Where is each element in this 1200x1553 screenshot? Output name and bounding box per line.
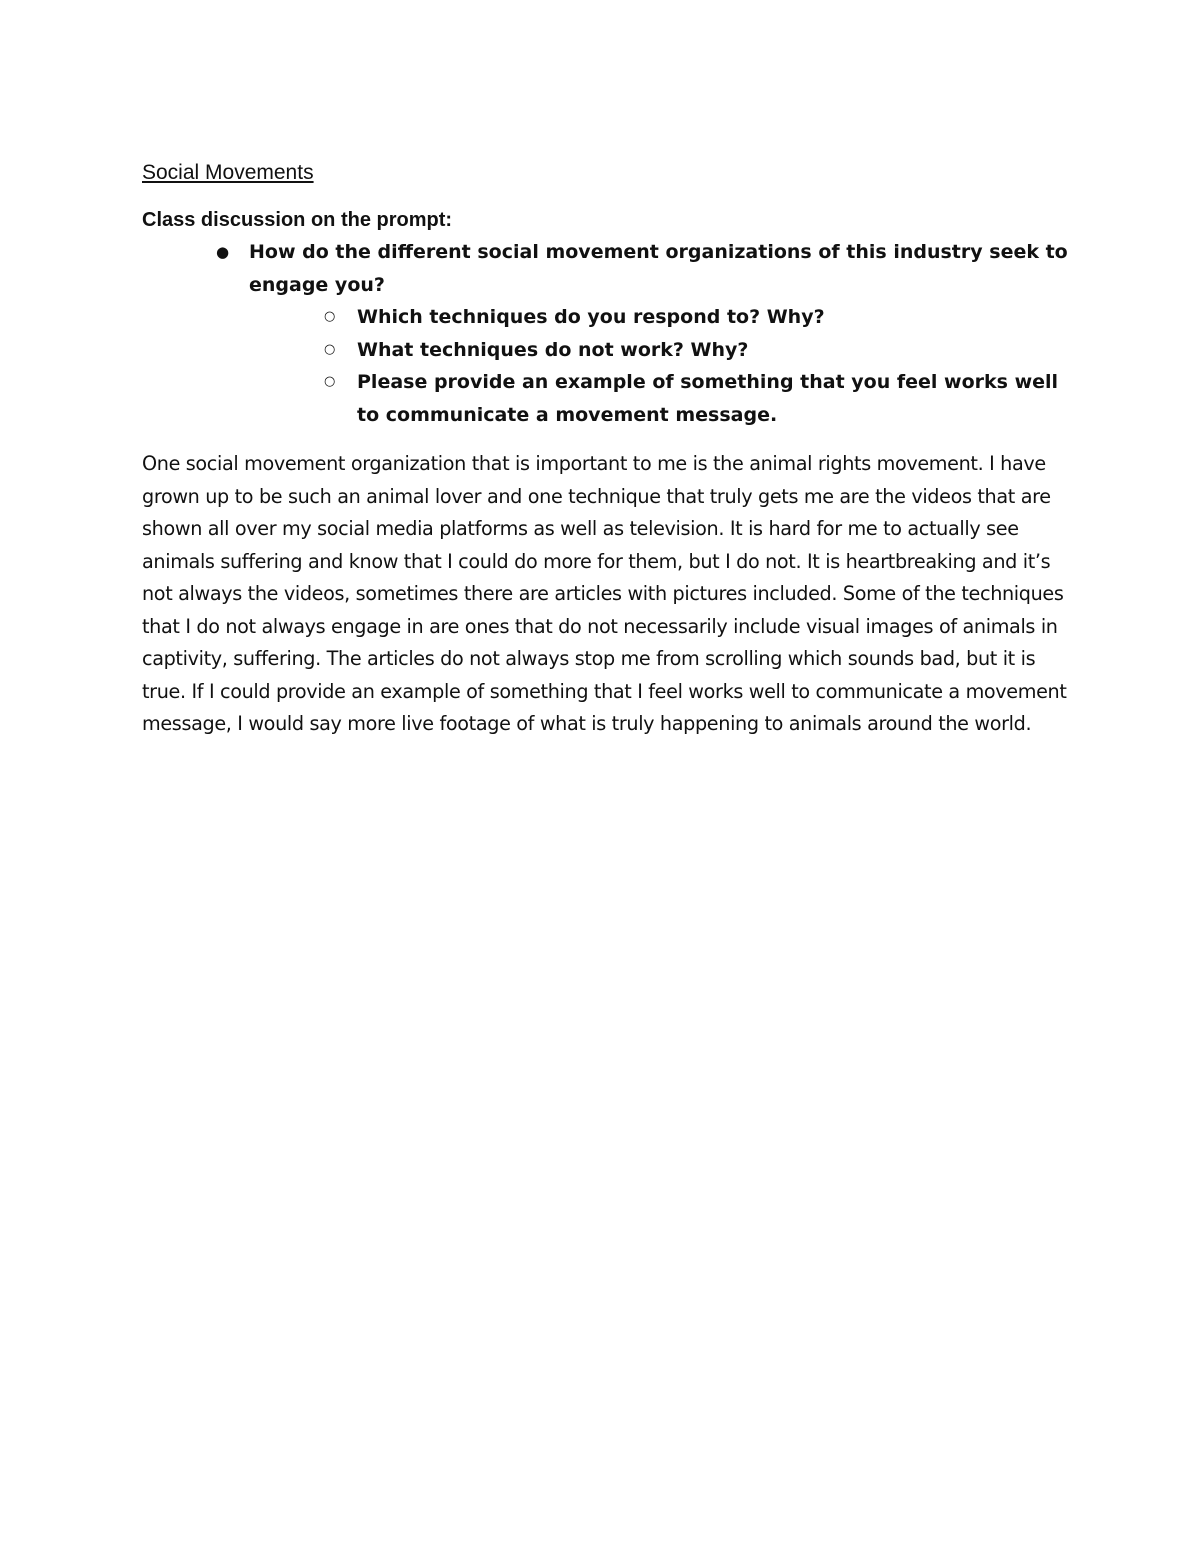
hollow-circle-icon: ○ [324, 374, 336, 389]
document-title: Social Movements [142, 161, 314, 184]
sub-question [142, 334, 1072, 367]
hollow-circle-icon: ○ [324, 309, 336, 324]
response-paragraph: One social movement organization that is important to me is the animal rights movement. I have grown up to be such an animal lover and one technique that truly gets me are the videos that are shown all over my social media platforms as well as television. It is hard for me to actually see animals suffering and know that I could do more for them, but I do not. It is heartbreaking and it’s not always the videos, sometimes there are articles with pictures included. Some of the techniques that I do not always engage in are ones that do not necessarily include visual images of animals in captivity, suffering. The articles do not always stop me from scrolling which sounds bad, but it is true. If I could provide an example of something that I feel works well to communicate a movement message, I would say more live footage of what is truly happening to animals around the world. [142, 452, 1067, 735]
sub-question-text: Which techniques do you respond to? Why? [357, 306, 825, 328]
sub-question-list [142, 301, 1072, 431]
sub-question-text: What techniques do not work? Why? [357, 338, 749, 361]
bullet-dot-icon: ● [216, 243, 230, 261]
sub-question [142, 301, 1072, 334]
prompt-heading: Class discussion on the prompt: [142, 209, 453, 231]
main-question [142, 236, 1072, 301]
sub-question-text: Please provide an example of something that you feel works well to communicate a movement message. [357, 371, 1059, 426]
hollow-circle-icon: ○ [324, 341, 336, 357]
document-page [142, 156, 1072, 741]
prompt-list [142, 236, 1072, 301]
sub-question [142, 366, 1072, 431]
main-question-text: How do the different social movement organizations of this industry seek to engage you? [249, 241, 1068, 296]
